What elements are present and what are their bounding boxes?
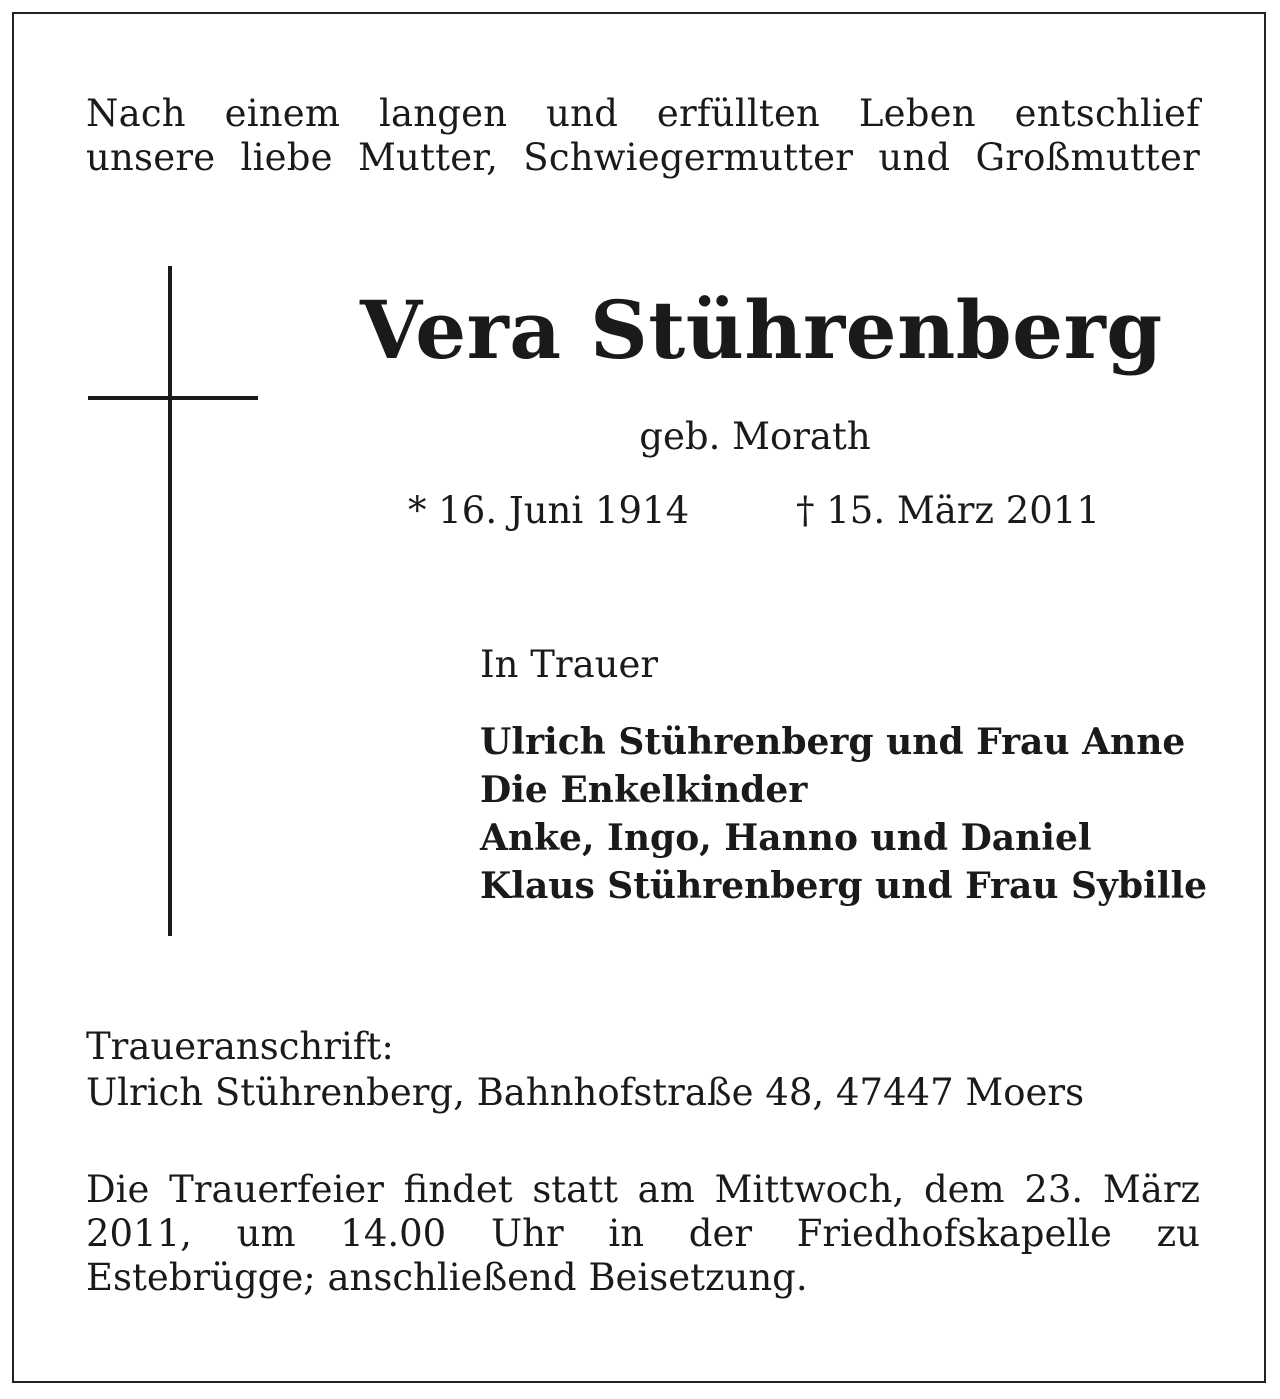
funeral-service-text	[86, 1168, 1200, 1300]
cross-icon-vertical	[168, 266, 172, 936]
birth-date: * 16. Juni 1914	[408, 489, 690, 532]
mourner-line: Anke, Ingo, Hanno und Daniel	[480, 817, 1092, 859]
cross-icon-horizontal	[88, 396, 258, 400]
mourner-line: Ulrich Stührenberg und Frau Anne	[480, 721, 1186, 763]
mourner-line: Die Enkelkinder	[480, 769, 808, 811]
intro-text	[86, 92, 1200, 180]
deceased-name: Vera Stührenberg	[360, 283, 1163, 377]
mourning-address	[86, 1024, 1084, 1116]
service-line-3: Estebrügge; anschließend Beisetzung.	[86, 1256, 808, 1299]
mourners-list	[480, 718, 1207, 910]
intro-line-1: Nach einem langen und erfüllten Leben entschlief	[86, 92, 1200, 135]
address-value: Ulrich Stührenberg, Bahnhofstraße 48, 47447 Moers	[86, 1071, 1085, 1114]
address-label: Traueranschrift:	[86, 1025, 394, 1068]
mourner-line: Klaus Stührenberg und Frau Sybille	[480, 865, 1208, 907]
mourning-label: In Trauer	[480, 643, 659, 686]
service-line-1: Die Trauerfeier findet statt am Mittwoch, dem 23. März	[86, 1168, 1200, 1211]
birth-name: geb. Morath	[639, 415, 871, 458]
intro-line-2: unsere liebe Mutter, Schwiegermutter und Großmutter	[86, 136, 1200, 179]
death-date: † 15. März 2011	[796, 489, 1100, 532]
service-line-2: 2011, um 14.00 Uhr in der Friedhofskapelle zu	[86, 1212, 1200, 1255]
